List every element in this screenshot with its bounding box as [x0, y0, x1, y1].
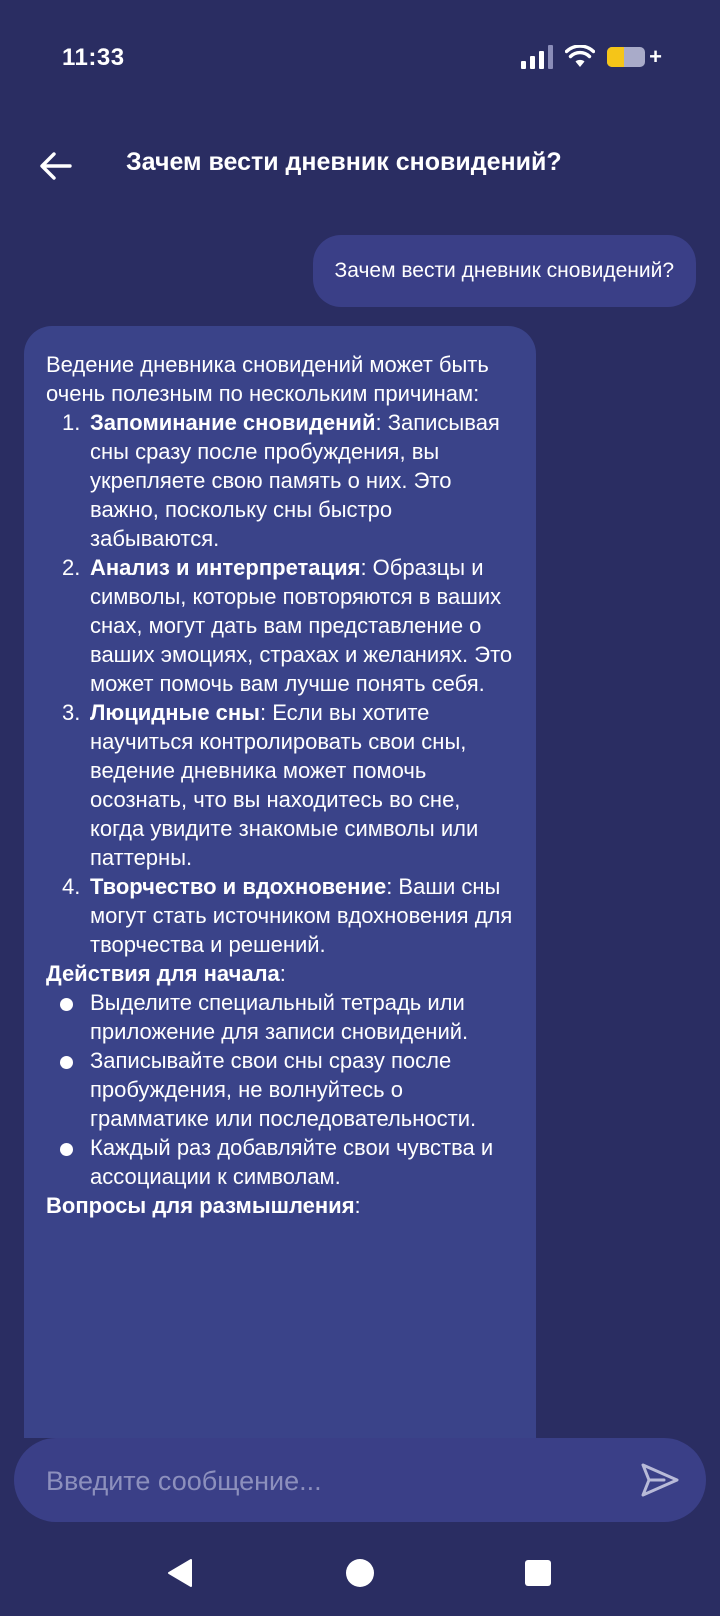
reason-text: : Записывая сны сразу после пробуждения, вы укрепляете свою память о них. Это важно, поскольку сны быстро забываются.: [90, 410, 500, 551]
status-time: 11:33: [62, 44, 125, 71]
action-text: Выделите специальный тетрадь или приложение для записи сновидений.: [90, 990, 469, 1044]
questions-heading: [46, 1191, 514, 1220]
list-item: [46, 408, 514, 553]
message-input[interactable]: [44, 1438, 608, 1524]
page-title: Зачем вести дневник сновидений?: [126, 148, 562, 176]
status-icons: [521, 44, 662, 70]
action-text: Каждый раз добавляйте свои чувства и ассоциации к символам.: [90, 1135, 494, 1189]
list-item: [46, 988, 514, 1046]
list-item: [46, 698, 514, 872]
triangle-back-icon: [166, 1558, 194, 1588]
bullet-icon: [60, 998, 73, 1011]
bullet-icon: [60, 1143, 73, 1156]
list-number: 3.: [62, 700, 81, 725]
list-item: [46, 1046, 514, 1133]
square-recents-icon: [524, 1559, 552, 1587]
actions-list: [46, 988, 514, 1191]
reason-title: Анализ и интерпретация: [90, 555, 361, 580]
bullet-icon: [60, 1056, 73, 1069]
chat-area[interactable]: [0, 214, 720, 1438]
wifi-icon: [565, 45, 595, 69]
charging-icon: +: [649, 44, 662, 69]
actions-heading-text: Действия для начала: [46, 961, 280, 986]
bot-message-bubble: [24, 326, 536, 1438]
send-icon: [640, 1462, 680, 1498]
actions-heading-suffix: :: [279, 961, 286, 986]
list-item: [46, 1133, 514, 1191]
battery-icon: [607, 47, 645, 67]
nav-recents-button[interactable]: [513, 1548, 563, 1598]
back-button[interactable]: [28, 138, 84, 194]
list-item: [46, 872, 514, 959]
message-input-bar: [14, 1438, 706, 1522]
user-message-bubble: Зачем вести дневник сновидений?: [313, 235, 696, 307]
status-bar: [0, 0, 720, 118]
list-item: [46, 553, 514, 698]
actions-heading: [46, 959, 514, 988]
battery-level: [607, 47, 624, 67]
signal-icon: [521, 45, 553, 69]
system-nav-bar: [0, 1530, 720, 1616]
reason-text: : Образцы и символы, которые повторяются в ваших снах, могут дать вам представление о ваших эмоциях, страхах и желаниях. Это может помочь вам лучше понять себя.: [90, 555, 513, 696]
questions-heading-suffix: :: [354, 1193, 361, 1218]
list-number: 4.: [62, 874, 81, 899]
nav-home-button[interactable]: [335, 1548, 385, 1598]
reason-title: Творчество и вдохновение: [90, 874, 387, 899]
circle-home-icon: [345, 1558, 375, 1588]
list-number: 2.: [62, 555, 81, 580]
action-text: Записывайте свои сны сразу после пробуждения, не волнуйтесь о грамматике или последовательности.: [90, 1048, 477, 1131]
list-number: 1.: [62, 410, 81, 435]
reasons-list: [46, 408, 514, 959]
bot-intro-text: Ведение дневника сновидений может быть очень полезным по нескольким причинам:: [46, 352, 489, 406]
app-bar: [0, 118, 720, 214]
reason-text: : Если вы хотите научиться контролировать свои сны, ведение дневника может помочь осознать, что вы находитесь во сне, когда увидите знакомые символы или паттерны.: [90, 700, 479, 870]
send-button[interactable]: [634, 1454, 686, 1506]
questions-heading-text: Вопросы для размышления: [46, 1193, 355, 1218]
nav-back-button[interactable]: [155, 1548, 205, 1598]
arrow-left-icon: [40, 152, 72, 180]
reason-title: Люцидные сны: [90, 700, 260, 725]
reason-title: Запоминание сновидений: [90, 410, 376, 435]
reason-text: : Ваши сны могут стать источником вдохновения для творчества и решений.: [90, 874, 513, 957]
